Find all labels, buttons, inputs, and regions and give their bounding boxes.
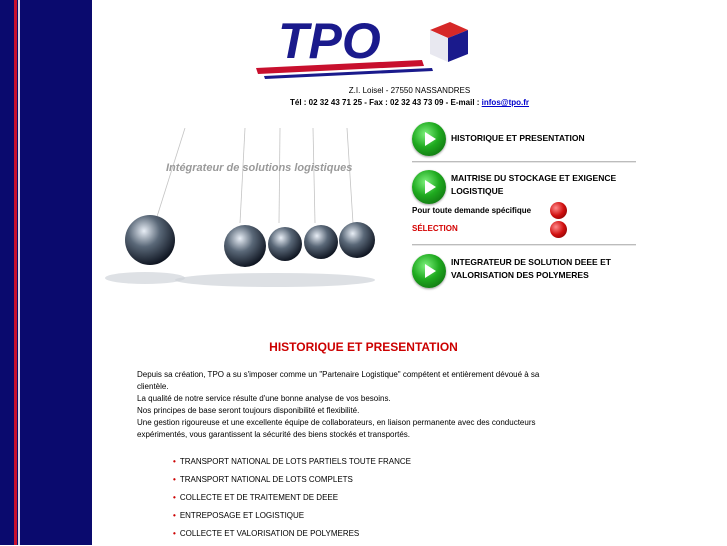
red-ball-icon[interactable]: [550, 221, 567, 238]
list-item: [173, 456, 411, 474]
nav-divider: [412, 161, 636, 163]
bullet-icon: •: [173, 493, 176, 502]
list-item: [173, 492, 411, 510]
nav-label-deee-line1: INTEGRATEUR DE SOLUTION DEEE ET: [451, 257, 611, 267]
bullet-icon: •: [173, 475, 176, 484]
red-ball-icon[interactable]: [550, 202, 567, 219]
bullet-icon: •: [173, 457, 176, 466]
address-line: Z.I. Loisel - 27550 NASSANDRES: [348, 86, 471, 95]
nav-item-historique[interactable]: [412, 122, 636, 156]
tpo-logo[interactable]: [252, 10, 474, 82]
paragraph-line: La qualité de notre service résulte d'une bonne analyse de vos besoins.: [137, 394, 391, 403]
phone-fax: Tél : 02 32 43 71 25 - Fax : 02 32 43 73 09 - E-mail :: [289, 98, 482, 107]
play-arrow-icon[interactable]: [412, 170, 446, 204]
section-title: HISTORIQUE ET PRESENTATION: [269, 340, 458, 354]
nav-label-deee[interactable]: [451, 256, 611, 282]
logo-cube-icon: [430, 22, 468, 62]
list-item: [173, 528, 411, 546]
demande-text: Pour toute demande spécifique: [412, 206, 532, 215]
paragraph-line: Une gestion rigoureuse et une excellente équipe de collaborateurs, en liaison permanente avec des conducteurs: [137, 418, 536, 427]
service-label: TRANSPORT NATIONAL DE LOTS COMPLETS: [179, 475, 353, 484]
left-light-stripe: [18, 0, 20, 545]
service-label: ENTREPOSAGE ET LOGISTIQUE: [179, 511, 305, 520]
list-item: [173, 510, 411, 528]
nav-item-deee[interactable]: [412, 254, 636, 288]
nav-divider: [412, 244, 636, 246]
left-red-stripe: [14, 0, 17, 545]
bullet-icon: •: [173, 529, 176, 538]
email-link[interactable]: infos@tpo.fr: [481, 98, 530, 107]
nav-label-stockage[interactable]: [451, 172, 616, 198]
nav-label-stockage-line2: LOGISTIQUE: [451, 186, 504, 196]
paragraph-line: Depuis sa création, TPO a su s'imposer comme un "Partenaire Logistique" compétent et entièrement dévoué à sa: [137, 370, 540, 379]
service-label: COLLECTE ET VALORISATION DE POLYMERES: [179, 529, 360, 538]
paragraph-line: expérimentés, vous garantissent la sécurité des biens stockés et transportés.: [137, 430, 411, 439]
presentation-paragraph: [137, 369, 582, 441]
services-list: [173, 456, 411, 546]
list-item: [173, 474, 411, 492]
play-arrow-icon[interactable]: [412, 122, 446, 156]
paragraph-line: Nos principes de base seront toujours disponibilité et flexibilité.: [137, 406, 360, 415]
nav-item-stockage[interactable]: [412, 170, 636, 204]
nav-label-historique[interactable]: HISTORIQUE ET PRESENTATION: [451, 133, 585, 143]
contact-line: [92, 98, 727, 107]
bullet-icon: •: [173, 511, 176, 520]
paragraph-line: clientèle.: [137, 382, 169, 391]
hero-tagline: Intégrateur de solutions logistiques: [166, 162, 353, 174]
nav-label-stockage-line1: MAITRISE DU STOCKAGE ET EXIGENCE: [451, 173, 617, 183]
logo-wordmark: TPO: [278, 13, 381, 69]
nav-label-deee-line2: VALORISATION DES POLYMERES: [451, 270, 589, 280]
hero-newton-cradle-image: [95, 128, 410, 298]
play-arrow-icon[interactable]: [412, 254, 446, 288]
selection-link[interactable]: SÉLECTION: [412, 224, 458, 233]
service-label: COLLECTE ET DE TRAITEMENT DE DEEE: [179, 493, 339, 502]
service-label: TRANSPORT NATIONAL DE LOTS PARTIELS TOUTE FRANCE: [179, 457, 411, 466]
